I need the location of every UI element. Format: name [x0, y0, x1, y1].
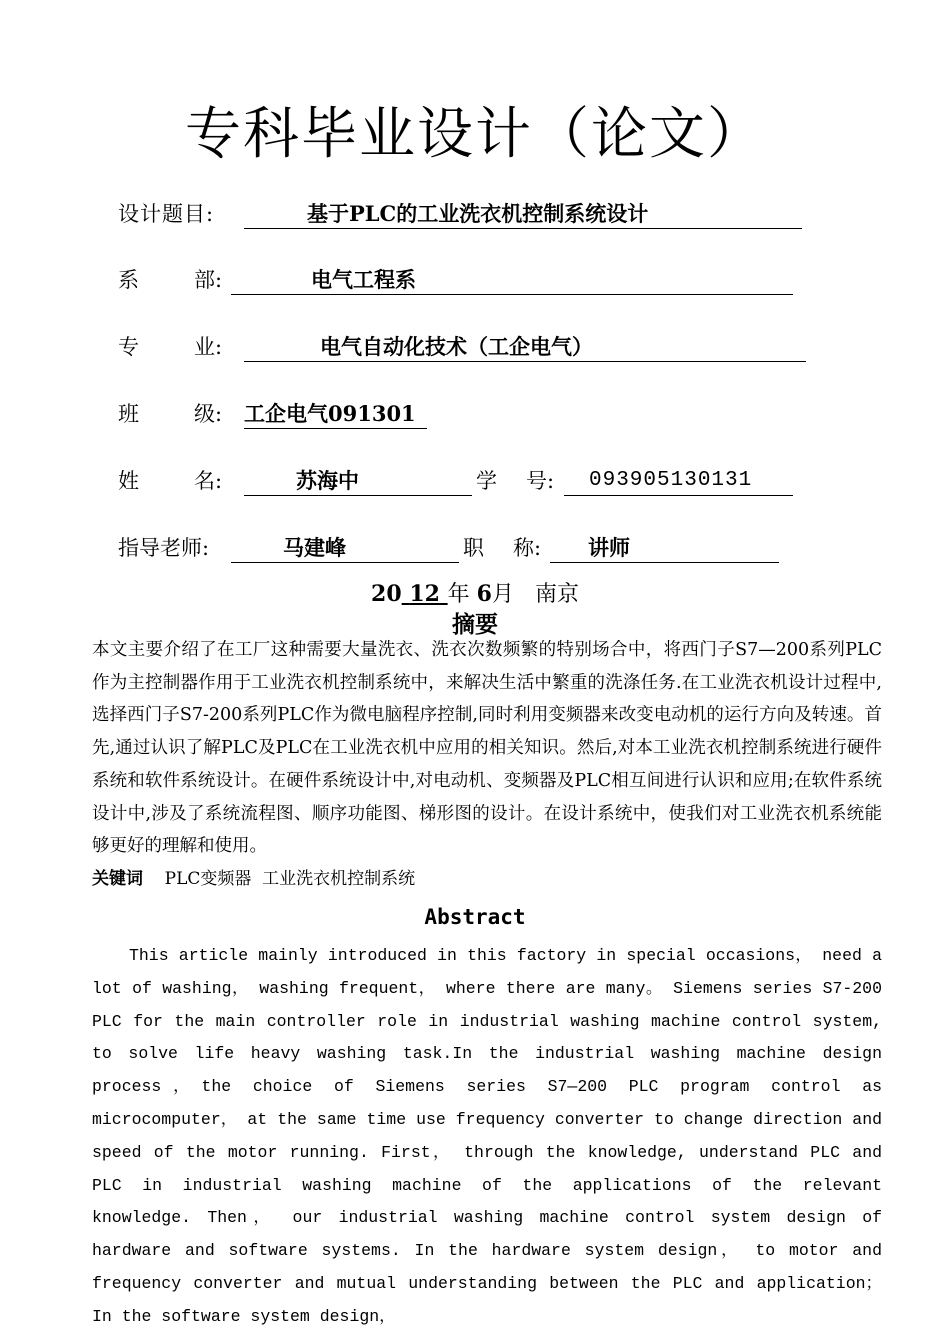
department-label-2: 部: [194, 268, 223, 292]
major-value-line [244, 331, 806, 362]
date-place: 南京 [534, 582, 579, 607]
department-label-1: 系 [118, 268, 139, 292]
student-id-label-1: 学 [476, 469, 497, 493]
rank-label-2: 称: [513, 536, 542, 560]
class-label-1: 班 [118, 402, 139, 426]
department-value-line [231, 264, 793, 295]
rank-label-1: 职 [463, 536, 484, 560]
topic-label: 设计题目: [118, 202, 215, 226]
date-line [0, 578, 950, 611]
name-label-1: 姓 [118, 469, 139, 493]
name-value-line [244, 465, 472, 496]
major-value: 电气自动化技术（工企电气） [320, 334, 593, 359]
rank-value: 讲师 [588, 535, 630, 560]
abstract-cn-heading: 摘要 [452, 611, 498, 638]
date-century: 20 [371, 581, 402, 607]
thesis-title: 专科毕业设计（论文） [185, 102, 765, 167]
advisor-value: 马建峰 [283, 535, 346, 560]
topic-value: 基于PLC的工业洗衣机控制系统设计 [307, 201, 649, 226]
class-value-line [244, 398, 427, 429]
date-year-char: 年 [447, 582, 470, 607]
keywords-line [92, 864, 415, 894]
date-month-char: 月 [491, 582, 514, 607]
abstract-en-body: This article mainly introduced in this factory in special occasions， need a lot of washing， washing frequent， where there are many。 Siemens series S7-200 PLC for the main controller role in industrial washing machine control system, to solve life heavy washing task.In the industrial washing machine design process，the choice of Siemens series S7—200 PLC program control as microcomputer， at the same time use frequency converter to change direction and speed of the motor running. First， through the knowledge, understand PLC and PLC in industrial washing machine of the applications of the relevant knowledge. Then， our industrial washing machine control system design of hardware and software systems. In the hardware system design， to motor and frequency converter and mutual understanding between the PLC and application； In the software system design， [92, 946, 882, 1326]
abstract-cn-body: 本文主要介绍了在工厂这种需要大量洗衣、洗衣次数频繁的特别场合中，将西门子S7—200系列PLC作为主控制器作用于工业洗衣机控制系统中，来解决生活中繁重的洗涤任务.在工业洗衣机设计过程中,选择西门子S7-200系列PLC作为微电脑程序控制,同时利用变频器来改变电动机的运行方向及转速。首先,通过认识了解PLC及PLC在工业洗衣机中应用的相关知识。然后,对本工业洗衣机控制系统进行硬件系统和软件系统设计。在硬件系统设计中,对电动机、变频器及PLC相互间进行认识和应用;在软件系统设计中,涉及了系统流程图、顺序功能图、梯形图的设计。在设计系统中，使我们对工业洗衣机系统能够更好的理解和使用。 [92, 640, 882, 857]
rank-value-line [550, 532, 779, 563]
date-month: 6 [476, 581, 492, 607]
department-value: 电气工程系 [311, 267, 416, 292]
class-value: 工企电气091301 [244, 401, 416, 426]
topic-value-line [244, 198, 802, 229]
name-value: 苏海中 [296, 468, 359, 493]
abstract-en-heading: Abstract [424, 905, 526, 929]
student-id-label-2: 号: [526, 469, 555, 493]
student-id-value-line [564, 465, 793, 496]
name-label-2: 名: [194, 469, 223, 493]
keywords-label: 关键词 [92, 869, 143, 889]
major-label-1: 专 [118, 335, 139, 359]
date-year: 12 [409, 581, 440, 607]
student-id-value: 093905130131 [589, 469, 753, 492]
advisor-value-line [231, 532, 459, 563]
keywords-value: PLC变频器 工业洗衣机控制系统 [164, 869, 416, 889]
class-label-2: 级: [194, 402, 223, 426]
major-label-2: 业: [194, 335, 223, 359]
advisor-label: 指导老师: [118, 536, 210, 560]
